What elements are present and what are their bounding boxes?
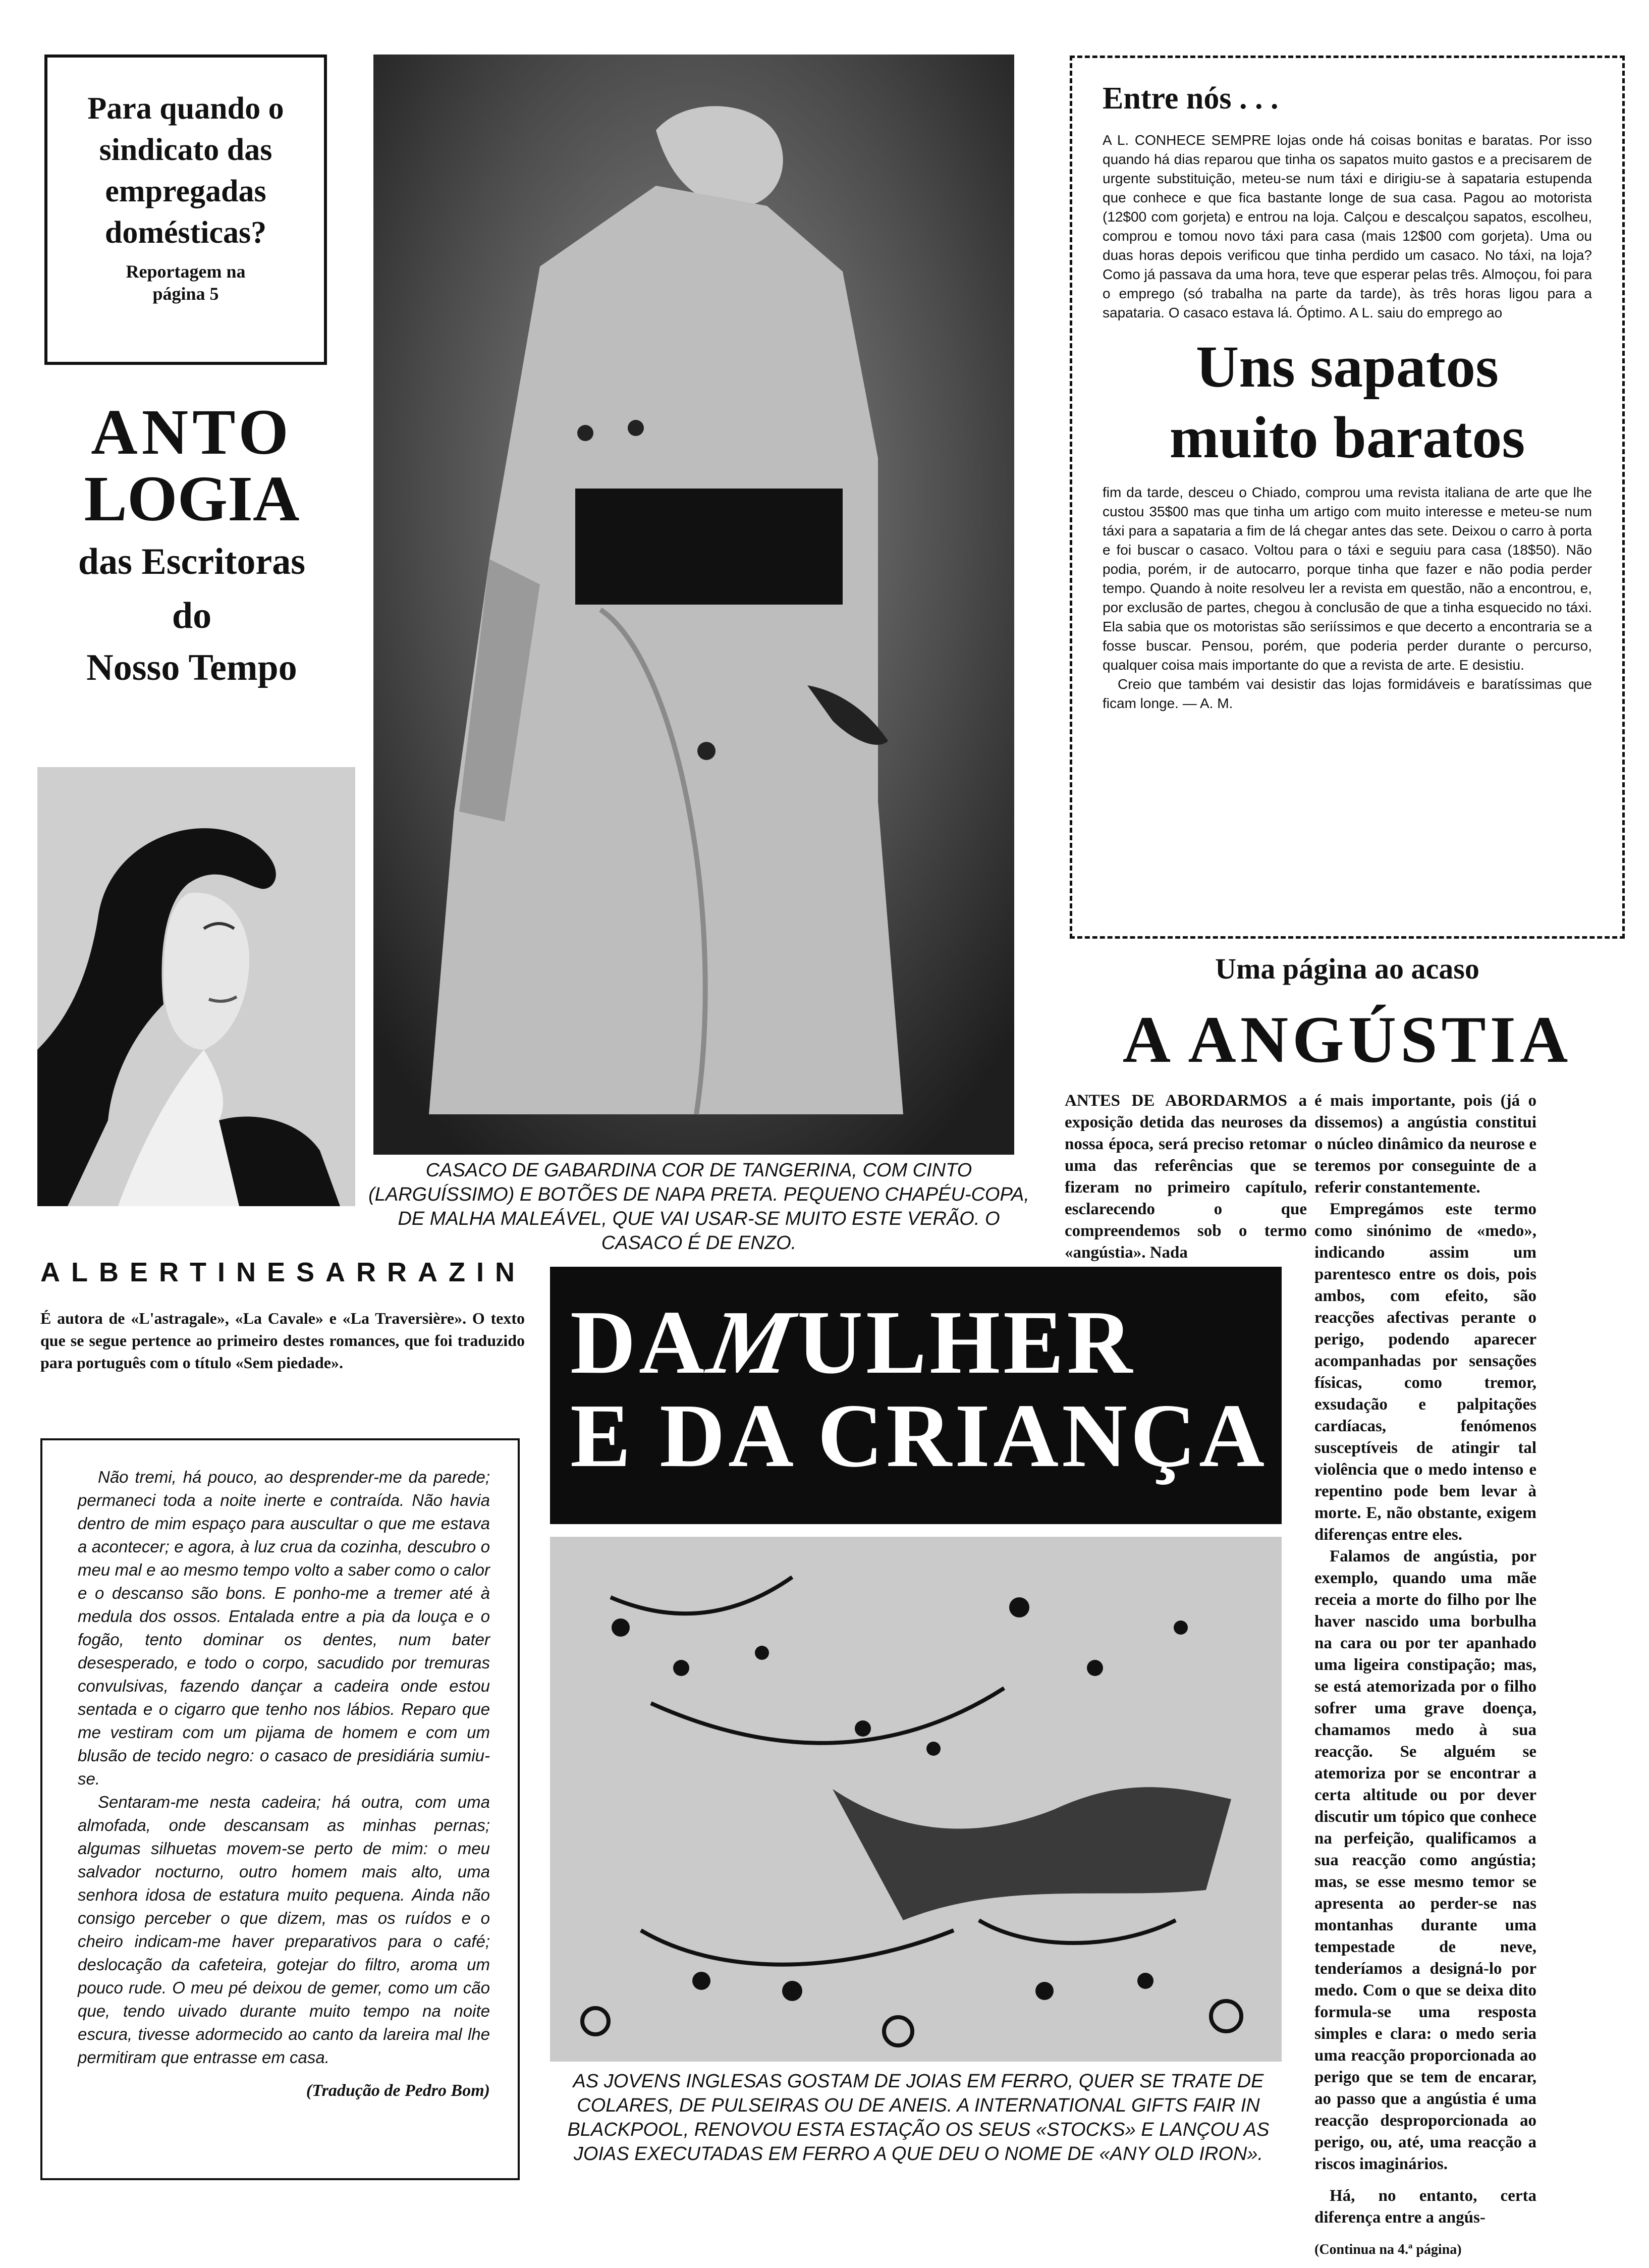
masthead-line1 — [570, 1292, 1261, 1392]
anthology-line3: das Escritoras — [78, 541, 306, 582]
masthead — [550, 1267, 1282, 1524]
angustia-col2-p2: Empregámos este termo como sinónimo de «medo», indicando assim um parentesco entre os dois, pois ambos, com efeito, são reacções afectivas perante o perigo, podendo aparecer acompanhadas por sensações físicas, como tremor, exsudação e palpitações cardíacas, fenómenos susceptíveis de atingir tal violência que o medo intenso e repentino pode bem levar à morte. E, não obstante, exigem diferenças entre eles. — [1314, 1200, 1536, 1544]
jewelry-photo — [550, 1537, 1282, 2062]
author-last-name: SARRAZIN — [296, 1257, 526, 1287]
masthead-m: M — [701, 1292, 803, 1392]
angustia-col2-p1: é mais importante, pois (já o dissemos) a angústia constitui o núcleo dinâmico da neurose e teremos por conseguinte de a referir constantemente. — [1314, 1092, 1536, 1197]
entre-nos-text-1: A L. CONHECE SEMPRE lojas onde há coisas bonitas e baratas. Por isso quando há dias reparou que tinha os sapatos muito gastos e a precisarem de urgente substituição, meteu-se num táxi e dirigiu-se à sapataria estupenda que conhece e que fica bastante longe de sua casa. Pagou ao motorista (12$00 com gorjeta) e entrou na loja. Calçou e descalçou sapatos, escolheu, comprou e tomou novo táxi para casa (mais 12$00 com gorjeta). Uma ou duas horas depois verificou que tinha perdido um casaco. No táxi, na loja? Como já passava da uma hora, teve que esperar pelas três. Almoçou, foi para o emprego (só trabalha na parte da tarde), às três horas ligou para a sapataria. O casaco estava lá. Óptimo. A L. saiu do emprego ao — [1103, 132, 1592, 320]
jewelry-photo-drawing — [550, 1537, 1282, 2062]
teaser-subtitle: Reportagem na página 5 — [126, 261, 246, 304]
entre-nos-heading: Entre nós . . . — [1103, 81, 1279, 116]
anthology-line1: ANTO — [91, 396, 293, 468]
story-paragraph-1: Não tremi, há pouco, ao desprender-me da parede; permaneci toda a noite inerte e contraída. Não havia dentro de mim espaço para auscultar o que me estava a acontecer; e agora, à luz crua da cozinha, descubro o meu mal e ao mesmo tempo volto a saber como o calor e o descanso são bons. E ponho-me a tremer até à medula dos ossos. Entalada entre a pia da louça e o fogão, tento dominar os dentes, num bater desesperado, e todo o corpo, sacudido por tremuras convulsivas, fazendo dançar a cadeira onde estou sentada e o cigarro que tenho nos lábios. Reparo que me vestiram com um pijama de homem e com um blusão de tecido negro: o casaco de presidiária sumiu-se. — [78, 1468, 490, 1788]
entre-nos-text-3: Creio que também vai desistir das lojas formidáveis e baratíssimas que ficam longe. — A. M. — [1103, 676, 1592, 711]
story-box — [40, 1438, 520, 2180]
anthology-line4: do — [172, 595, 212, 636]
angustia-lead: ANTES DE ABORDARMOS — [1065, 1092, 1288, 1110]
angustia-title: A ANGÚSTIA — [1122, 1002, 1572, 1076]
masthead-ulher: ULHER — [797, 1292, 1136, 1392]
entre-nos-box — [1070, 56, 1625, 939]
angustia-col2-p4: Há, no entanto, certa diferença entre a angús- — [1314, 2187, 1536, 2227]
story-paragraph-2: Sentaram-me nesta cadeira; há outra, com uma almofada, onde descansam as minhas pernas; algumas silhuetas movem-se perto de mim: o meu salvador nocturno, outro homem mais alto, uma senhora idosa de estatura muito pequena. Ainda não consigo perceber o que dizem, mas os ruídos e o cheiro indicam-me haver preparativos para o café; deslocação da cafeteira, gotejar do filtro, aroma um pouco rude. O meu pé deixou de gemer, como um cão que, tendo uivado durante muito tempo na noite escura, tivesse adormecido ao canto da lareira mal lhe permitiram que entrasse em casa. — [78, 1793, 490, 2067]
story-translator: (Tradução de Pedro Bom) — [306, 2081, 490, 2100]
angustia-column-2 — [1314, 1090, 1536, 2260]
author-first-name: ALBERTINE — [40, 1257, 296, 1287]
angustia-col1-text: a exposição detida das neuroses da nossa época, será preciso retomar uma das referências que se fizeram no primeiro capítulo, esclarecendo o que compreendemos sob o termo «angústia». Nada — [1065, 1092, 1307, 1262]
masthead-line2: E DA CRIANÇA — [570, 1385, 1268, 1486]
anthology-line5: Nosso Tempo — [86, 647, 297, 688]
entre-nos-title-line1: Uns sapatos — [1195, 334, 1499, 400]
angustia-column-1 — [1065, 1090, 1307, 1264]
coat-photo-drawing — [373, 55, 1014, 1155]
author-portrait — [37, 767, 355, 1206]
anthology-line2: LOGIA — [84, 463, 300, 534]
entre-nos-title-line2: muito baratos — [1169, 404, 1525, 470]
author-portrait-drawing — [37, 767, 355, 1206]
author-bio: É autora de «L'astragale», «La Cavale» e «La Traversière». O texto que se segue pertence ao primeiro destes romances, que foi traduzido para português com o título «Sem piedade». — [40, 1309, 525, 1372]
entre-nos-text-2: fim da tarde, desceu o Chiado, comprou uma revista italiana de arte que lhe custou 35$00 mas que tinha um artigo com muito interesse e meteu-se num táxi para a sapataria a fim de lá chegar antes das sete. Deixou o carro à porta e foi buscar o casaco. Voltou para o táxi e seguiu para casa (18$50). Não podia, porém, ir de autocarro, porque tinha que fazer e não podia perder tempo. Quando à noite resolveu ler a revista em questão, não a encontrou, e, por exclusão de partes, chegou à conclusão de que a tinha esquecido no táxi. Ela sabia que os motoristas são seriíssimos e que decerto a encontraria se a fosse buscar. Pensou, porém, que poderia perder durante o percurso, qualquer coisa mais importante do que a revista de arte. E desistiu. — [1103, 484, 1592, 673]
author-name — [40, 1257, 526, 1288]
jewelry-caption: AS JOVENS INGLESAS GOSTAM DE JOIAS EM FERRO, QUER SE TRATE DE COLARES, DE PULSEIRAS OU DE ANEIS. A INTERNATIONAL GIFTS FAIR IN BLACKPOOL, RENOVOU ESTA ESTAÇÃO OS SEUS «STOCKS» E LANÇOU AS JOIAS EXECUTADAS EM FERRO A QUE DEU O NOME DE «ANY OLD IRON». — [567, 2071, 1270, 2165]
coat-photo — [373, 55, 1014, 1155]
teaser-title: Para quando o sindicato das empregadas domésticas? — [87, 91, 284, 250]
masthead-da: DA — [570, 1292, 707, 1392]
entre-nos-title — [1103, 332, 1592, 473]
anthology-heading — [20, 396, 363, 695]
teaser-box — [44, 55, 327, 365]
angustia-continued: (Continua na 4.ª página) — [1314, 2242, 1462, 2257]
angustia-col2-p3: Falamos de angústia, por exemplo, quando uma mãe receia a morte do filho por lhe haver nascido uma borbulha na cara ou por ter apanhado uma ligeira constipação; mas, se está atemorizada por o filho sofrer uma grave doença, chamamos medo à sua reacção. Se alguém se atemoriza por se encontrar a certa altitude ou por dever discutir um tópico que conhece na perfeição, qualificamos a sua reacção como angústia; mas, se esse mesmo temor se apresenta ao perder-se nas montanhas durante uma tempestade de neve, tenderíamos a designá-lo por medo. Com o que se deixa dito formula-se uma resposta simples e clara: o medo seria uma reacção proporcionada ao perigo que se tem de encarar, ao passo que a angústia é uma reacção desproporcionada ao perigo, ou, até, uma reacção a riscos imaginários. — [1314, 1547, 1536, 2173]
coat-caption: CASACO DE GABARDINA COR DE TANGERINA, COM CINTO (LARGUÍSSIMO) E BOTÕES DE NAPA PRETA. PEQUENO CHAPÉU-COPA, DE MALHA MALEÁVEL, QUE VAI USAR-SE MUITO ESTE VERÃO. O CASACO É DE ENZO. — [368, 1160, 1029, 1254]
angustia-kicker: Uma página ao acaso — [1215, 952, 1479, 985]
